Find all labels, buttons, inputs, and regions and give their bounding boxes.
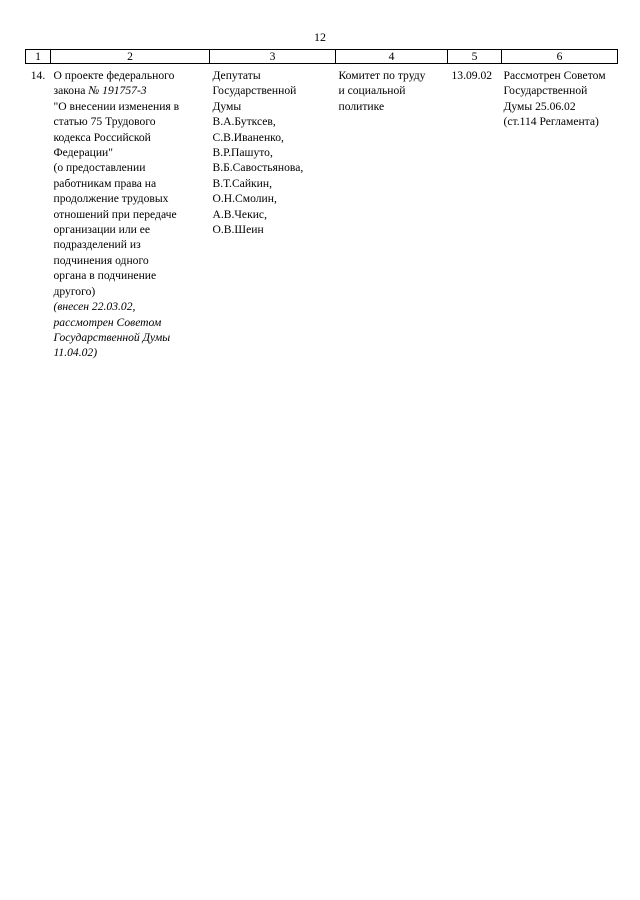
author-line: С.В.Иваненко, xyxy=(212,130,284,144)
status-line: (ст.114 Регламента) xyxy=(503,115,599,129)
bill-line: статью 75 Трудового xyxy=(53,115,156,129)
bill-line: работникам права на xyxy=(53,176,157,190)
bill-line: Федерации" xyxy=(53,146,113,160)
status-line: Рассмотрен Советом xyxy=(503,69,606,82)
author-line: В.Т.Сайкин, xyxy=(212,176,272,190)
bill-history-line: рассмотрен Советом xyxy=(53,315,162,329)
author-line: В.Р.Пашуто, xyxy=(212,146,273,160)
table-row xyxy=(26,64,618,361)
bills-table xyxy=(25,49,618,361)
bill-line: "О внесении изменения в xyxy=(53,99,180,113)
author-line: В.А.Бутксев, xyxy=(212,115,276,129)
header-row xyxy=(26,50,618,64)
bill-history-line: 11.04.02) xyxy=(53,346,98,360)
committee-line: Комитет по труду xyxy=(338,69,426,82)
page-number: 12 xyxy=(314,30,326,44)
bill-line: продолжение трудовых xyxy=(53,192,169,206)
author-line: А.В.Чекис, xyxy=(212,207,267,221)
bill-line: подразделений из xyxy=(53,238,141,252)
bill-number: № 191757-3 xyxy=(88,84,147,98)
column-header-4: 4 xyxy=(336,50,448,64)
bill-line xyxy=(54,83,210,98)
column-header-5: 5 xyxy=(448,50,502,64)
bill-line: отношений при передаче xyxy=(53,207,177,221)
bill-line: кодекса Российской xyxy=(53,130,151,144)
row-index: 14. xyxy=(30,69,46,82)
committee-line: политике xyxy=(338,99,385,113)
column-header-2: 2 xyxy=(51,50,210,64)
authors-cell xyxy=(210,64,336,361)
column-header-3: 3 xyxy=(210,50,336,64)
author-line: О.В.Шеин xyxy=(212,223,264,237)
committee-line: и социальной xyxy=(338,84,406,98)
bill-history-line: Государственной Думы xyxy=(53,330,171,344)
status-line: Думы 25.06.02 xyxy=(503,99,576,113)
author-line: Депутаты xyxy=(212,69,261,82)
date-cell: 13.09.02 xyxy=(451,69,493,82)
author-line: Думы xyxy=(212,99,242,113)
author-line: О.Н.Смолин, xyxy=(212,192,277,206)
bill-history-line: (внесен 22.03.02, xyxy=(53,300,136,314)
bill-description xyxy=(51,64,210,361)
column-header-1: 1 xyxy=(26,50,51,64)
author-line: Государственной xyxy=(212,84,297,98)
column-header-6: 6 xyxy=(502,50,618,64)
bill-number-prefix: закона № 191757-3 xyxy=(53,84,147,98)
committee-cell xyxy=(336,64,448,361)
status-line: Государственной xyxy=(503,84,588,98)
author-line: В.Б.Савостьянова, xyxy=(212,161,304,175)
bill-line: организации или ее xyxy=(53,223,151,237)
bill-line: О проекте федерального xyxy=(53,69,175,82)
bill-line: органа в подчинение xyxy=(53,269,157,283)
bill-line: подчинения одного xyxy=(53,253,149,267)
bill-line: другого) xyxy=(53,284,96,298)
status-cell xyxy=(502,64,618,361)
bill-line: (о предоставлении xyxy=(53,161,146,175)
